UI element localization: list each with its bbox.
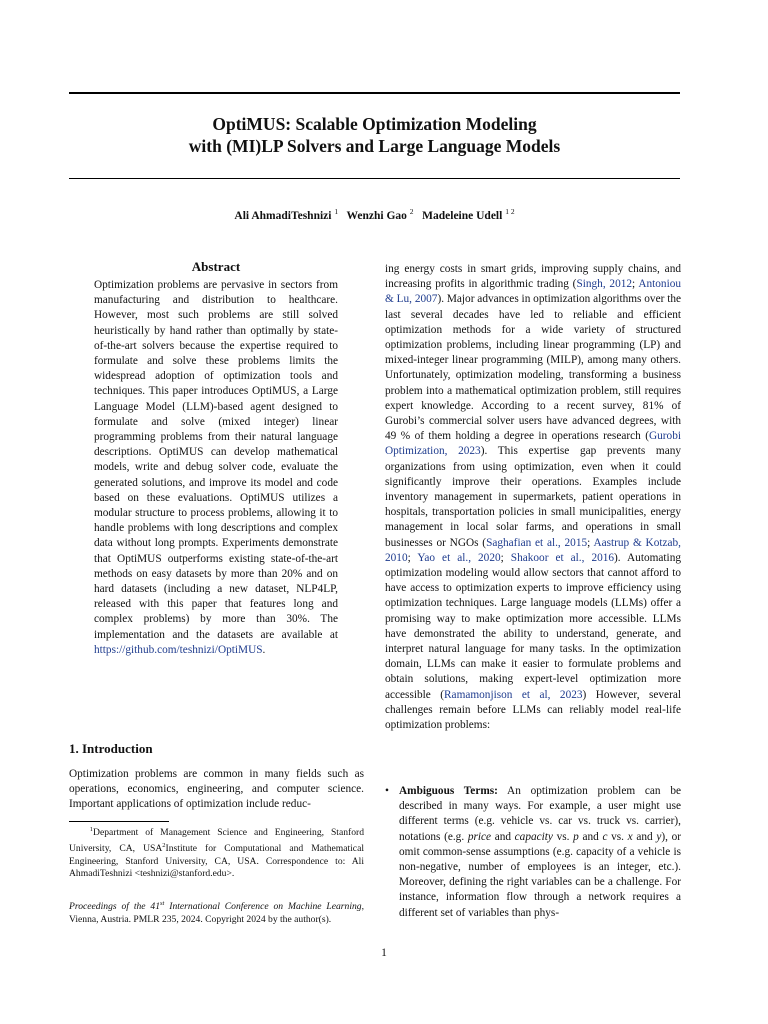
footnote-mark-2: 2: [162, 841, 166, 849]
page-number: 1: [381, 947, 387, 959]
math-term: p: [573, 830, 579, 843]
paper-title: [69, 113, 680, 157]
github-link[interactable]: https://github.com/teshnizi/OptiMUS: [94, 643, 263, 656]
text-run: An optimization problem can be described in many ways. For example, a user might use different terms (e.g. vehicle vs. car vs. truck vs. carrier), notations (e.g.: [399, 785, 681, 843]
right-column-paragraph: [385, 262, 681, 733]
top-rule: [69, 92, 680, 94]
right-column-body: [385, 262, 681, 733]
title-line-2: with (MI)LP Solvers and Large Language Models: [188, 136, 561, 156]
author-affiliation: 2: [409, 207, 414, 216]
citation-aastrup[interactable]: Aastrup & Kotzab, 2010: [385, 536, 681, 564]
title-bottom-rule: [69, 178, 680, 179]
author-name: Wenzhi Gao: [346, 209, 407, 222]
text-run: ;: [587, 536, 594, 549]
text-run: ), or omit common-sense assumptions (e.g. capacity of a vehicle is non-negative, number of employees is an integer, etc.). Moreover, defining the right variables can be a challenge. For instance, information flow through a network requires a different set of variables than phys-: [399, 830, 681, 919]
affiliation-1: Department of Management Science and Engineering, Stanford University, CA, USA: [69, 827, 364, 854]
text-run: vs.: [607, 830, 628, 843]
footnotes: [69, 824, 364, 926]
author-name: Ali AhmadiTeshnizi: [234, 209, 332, 222]
footnote-rule: [69, 821, 169, 822]
abstract-period: .: [262, 643, 266, 656]
text-run: ing energy costs in smart grids, improving supply chains, and increasing profits in algorithmic trading (: [385, 263, 681, 291]
introduction-text: Optimization problems are common in many fields such as operations, economics, engineering, and computer science. Important applications of optimization include reduc-: [69, 768, 364, 811]
bullet-icon: •: [385, 785, 389, 797]
affiliation-2: Institute for Computational and Mathematical Engineering, Stanford University, CA, USA. Correspondence to: Ali AhmadiTeshnizi <teshnizi@stanford.edu>.: [69, 842, 364, 880]
introduction-heading: 1. Introduction: [69, 741, 153, 756]
proceedings-title: Proceedings of the 41: [69, 900, 161, 912]
citation-ramamonjison[interactable]: Ramamonjison et al, 2023: [444, 688, 583, 701]
citation-singh[interactable]: Singh, 2012: [576, 278, 633, 291]
author-list: [69, 204, 680, 224]
bullet-term: Ambiguous Terms:: [399, 785, 498, 797]
citation-gurobi[interactable]: Gurobi Optimization, 2023: [385, 430, 681, 458]
text-run: ;: [632, 278, 639, 291]
text-run: vs.: [552, 830, 574, 843]
citation-shakoor[interactable]: Shakoor et al., 2016: [510, 551, 615, 564]
affiliation-footnote: [69, 824, 364, 881]
abstract-body: [94, 278, 338, 658]
list-item: [385, 784, 681, 921]
introduction-body: [69, 767, 364, 813]
math-term: c: [602, 830, 608, 843]
proceedings-conference: International Conference on Machine Learning: [169, 900, 362, 912]
bullet-list: [385, 784, 681, 921]
proceedings-ordinal: st: [160, 899, 165, 907]
text-run: and: [632, 830, 657, 843]
math-term: y: [656, 830, 662, 843]
author-name: Madeleine Udell: [422, 209, 503, 222]
text-run: and: [491, 830, 515, 843]
abstract-heading: Abstract: [191, 259, 241, 274]
math-term: price: [467, 830, 492, 843]
text-run: ). Automating optimization modeling would allow sectors that cannot afford to have access to optimization experts to improve efficiency using optimization techniques. Large language models (LLMs) offer a promising way to make optimization more accessible. LLMs have demonstrated the ability to understand, generate, and interpret natural language for many tasks. In the optimization domain, LLMs can make it easier to formulate problems and obtain solutions, making expert-level optimization more accessible (: [385, 551, 681, 701]
title-line-1: OptiMUS: Scalable Optimization Modeling: [212, 114, 537, 134]
text-run: ) However, several challenges remain before LLMs can reliably model real-life optimization problems:: [385, 688, 681, 732]
author-affiliation: 1: [334, 207, 339, 216]
citation-saghafian[interactable]: Saghafian et al., 2015: [486, 536, 588, 549]
proceedings-footnote: [69, 898, 364, 926]
proceedings-details: , Vienna, Austria. PMLR 235, 2024. Copyright 2024 by the author(s).: [69, 900, 364, 925]
text-run: ). Major advances in optimization algorithms over the last several decades have led to reliable and efficient optimization methods for a wide variety of structured optimization problems, including linear programming (LP) and mixed-integer linear programming (MILP), among many others. Unfortunately, optimization modeling, transforming a business problem into a mathematical optimization problem, still requires expert knowledge. According to a recent survey, 81% of Gurobi’s commercial solver users have advanced degrees, with 49 % of them holding a degree in operations research (: [385, 293, 681, 443]
citation-yao[interactable]: Yao et al., 2020: [417, 551, 501, 564]
citation-antoniou[interactable]: Antoniou & Lu, 2007: [385, 278, 682, 306]
footnote-mark-1: 1: [89, 826, 94, 833]
abstract-text: Optimization problems are pervasive in sectors from manufacturing and distribution to healthcare. However, most such problems are still solved heuristically by hand rather than optimally by state-of-the-art solvers because the expertise required to formulate and solve these problems limits the widespread adoption of optimization tools and techniques. This paper introduces OptiMUS, a Large Language Model (LLM)-based agent designed to formulate and solve (mixed integer) linear programming problems from their natural language descriptions. OptiMUS can develop mathematical models, write and debug solver code, evaluate the generated solutions, and improve its model and code based on these evaluations. OptiMUS utilizes a modular structure to process problems, allowing it to handle problems with long descriptions and complex data without long prompts. Experiments demonstrate that OptiMUS outperforms existing state-of-the-art methods on easy datasets by more than 20% and on hard datasets (including a new dataset, NLP4LP, released with this paper that features long and complex problems) by more than 30%. The implementation and the datasets are available at: [94, 279, 338, 641]
math-term: capacity: [514, 830, 553, 843]
bullet-text: [399, 784, 681, 921]
text-run: ;: [500, 551, 511, 564]
text-run: ;: [407, 551, 418, 564]
math-term: x: [627, 830, 633, 843]
author-affiliation: 1 2: [505, 207, 515, 216]
text-run: ). This expertise gap prevents many organizations from using optimization, even when it could significantly improve their operations. Examples include inventory management in supermarkets, patient operations in hospitals, transportation policies in small municipalities, energy management in local solar farms, and operations in small businesses or NGOs (: [385, 445, 682, 549]
text-run: and: [578, 830, 603, 843]
